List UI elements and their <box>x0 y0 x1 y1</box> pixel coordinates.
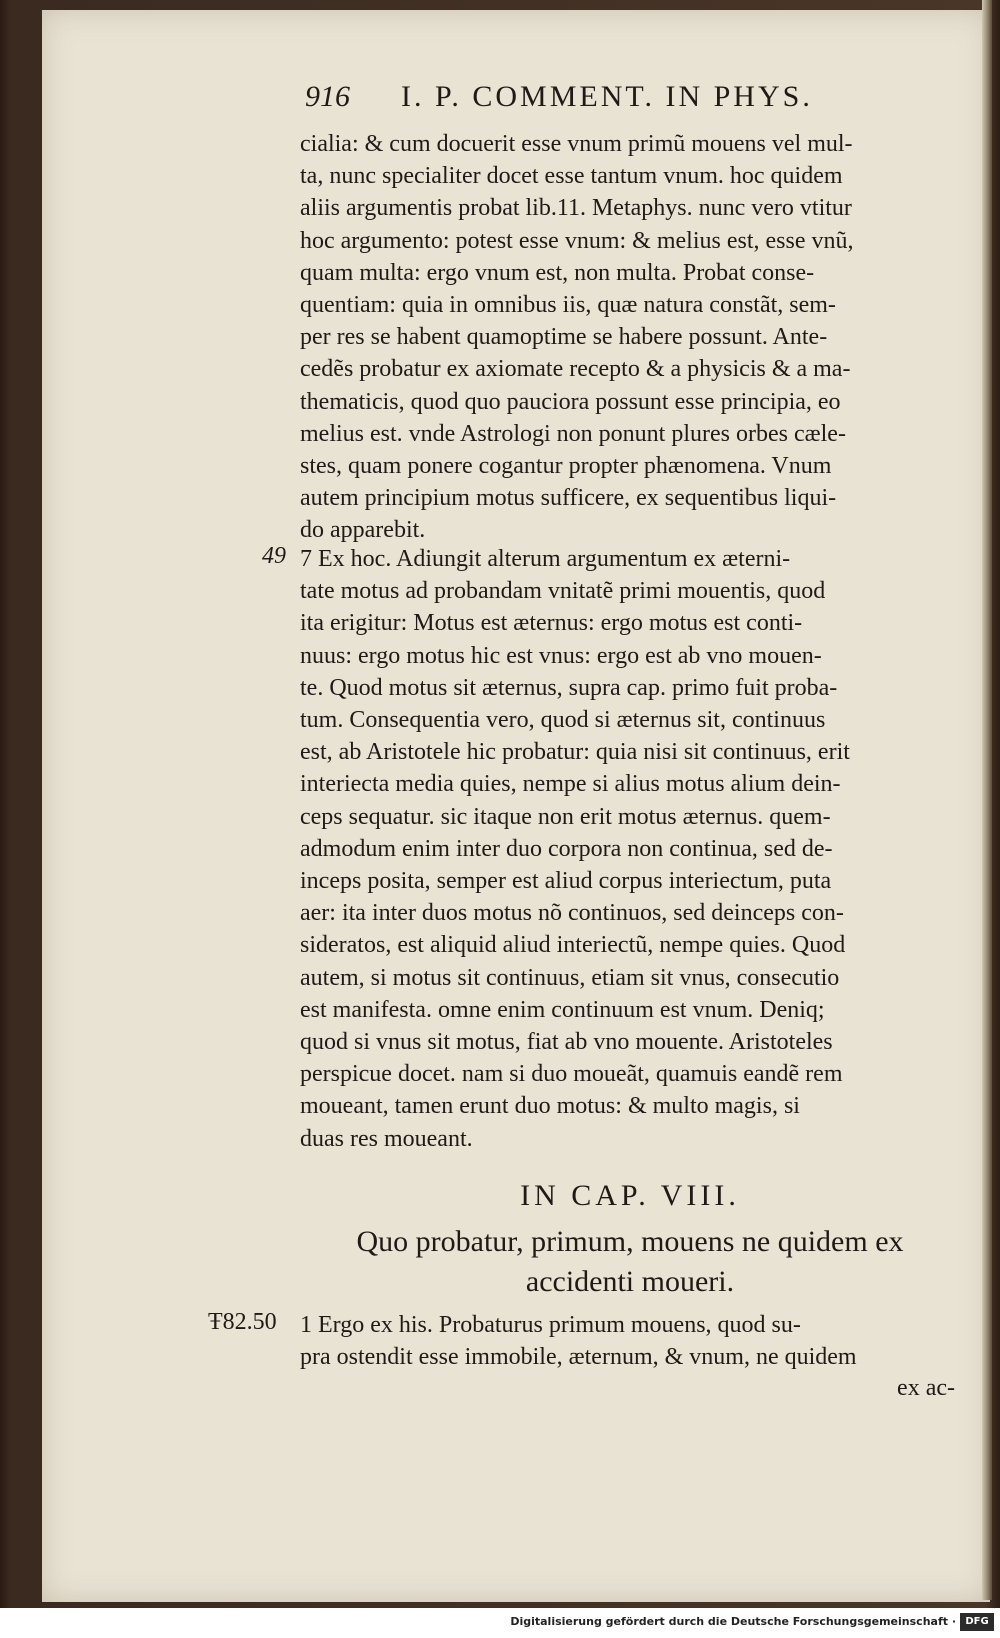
text-line: te. Quod motus sit æternus, supra cap. primo fuit proba- <box>300 674 838 701</box>
text-line: 1 Ergo ex his. Probaturus primum mouens, quod su- <box>300 1312 801 1338</box>
subtitle-line: accidenti moueri. <box>525 1265 735 1298</box>
text-line: do apparebit. <box>300 517 426 544</box>
margin-note-2: Ŧ82.50 <box>208 1309 277 1335</box>
text-line: ceps sequatur. sic itaque non erit motus æternus. quem- <box>300 803 831 830</box>
text-line: cedẽs probatur ex axiomate recepto & a physicis & a ma- <box>300 356 851 383</box>
funding-credit: Digitalisierung gefördert durch die Deutsche Forschungsgemeinschaft · <box>510 1615 956 1628</box>
text-line: ta, nunc specialiter docet esse tantum vnum. hoc quidem <box>300 163 843 190</box>
footer-bar <box>0 1608 1000 1638</box>
chapter-subtitle <box>300 1222 960 1302</box>
text-line: cialia: & cum docuerit esse vnum primũ mouens vel mul- <box>300 131 853 157</box>
text-line: pra ostendit esse immobile, æternum, & vnum, ne quidem <box>300 1344 857 1371</box>
text-line: est, ab Aristotele hic probatur: quia nisi sit continuus, erit <box>300 739 850 766</box>
page-number: 916 <box>305 80 350 113</box>
text-line: quod si vnus sit motus, fiat ab vno mouente. Aristoteles <box>300 1029 833 1056</box>
text-line: sideratos, est aliquid aliud interiectũ, nempe quies. Quod <box>300 932 846 959</box>
text-line: hoc argumento: potest esse vnum: & melius est, esse vnũ, <box>300 227 854 254</box>
text-line: ita erigitur: Motus est æternus: ergo motus est conti- <box>300 610 803 637</box>
catchword: ex ac- <box>897 1375 955 1401</box>
chapter-heading: IN CAP. VIII. <box>520 1179 740 1212</box>
text-line: est manifesta. omne enim continuum est vnum. Deniq; <box>300 996 825 1023</box>
paragraph-3 <box>300 1309 960 1373</box>
text-line: tate motus ad probandam vnitatẽ primi mouentis, quod <box>300 578 826 605</box>
text-line: inceps posita, semper est aliud corpus interiectum, puta <box>300 868 832 895</box>
text-line: melius est. vnde Astrologi non ponunt plures orbes cæle- <box>300 420 846 447</box>
text-line: per res se habent quamoptime se habere possunt. Ante- <box>300 324 828 351</box>
text-line: autem, si motus sit continuus, etiam sit vnus, consecutio <box>300 964 840 991</box>
text-line: stes, quam ponere cogantur propter phænomena. Vnum <box>300 453 832 480</box>
text-line: aer: ita inter duos motus nõ continuos, sed deinceps con- <box>300 900 844 927</box>
text-line: interiecta media quies, nempe si alius motus alium dein- <box>300 771 841 798</box>
running-head: I. P. COMMENT. IN PHYS. <box>401 80 813 113</box>
paragraph-1 <box>300 128 960 547</box>
text-line: tum. Consequentia vero, quod si æternus sit, continuus <box>300 707 826 734</box>
text-line: 7 Ex hoc. Adiungit alterum argumentum ex æterni- <box>300 546 791 572</box>
text-line: aliis argumentis probat lib.11. Metaphys. nunc vero vtitur <box>300 195 852 222</box>
text-line: moueant, tamen erunt duo motus: & multo magis, si <box>300 1093 800 1120</box>
text-line: autem principium motus sufficere, ex sequentibus liqui- <box>300 485 837 512</box>
margin-note-1: 49 <box>262 543 286 569</box>
page-edge-shadow <box>982 0 992 1600</box>
text-line: nuus: ergo motus hic est vnus: ergo est ab vno mouen- <box>300 642 822 669</box>
text-line: admodum enim inter duo corpora non continua, sed de- <box>300 835 833 862</box>
text-line: duas res moueant. <box>300 1125 473 1152</box>
subtitle-line: Quo probatur, primum, mouens ne quidem ex <box>356 1225 904 1258</box>
text-line: thematicis, quod quo pauciora possunt esse principia, eo <box>300 388 841 415</box>
page-header <box>305 80 875 124</box>
dfg-logo-icon: DFG <box>960 1613 994 1631</box>
text-line: quam multa: ergo vnum est, non multa. Probat conse- <box>300 259 815 286</box>
text-line: perspicue docet. nam si duo moueãt, quamuis eandẽ rem <box>300 1061 843 1088</box>
paragraph-2 <box>300 543 960 1155</box>
text-line: quentiam: quia in omnibus iis, quæ natura constãt, sem- <box>300 292 836 319</box>
